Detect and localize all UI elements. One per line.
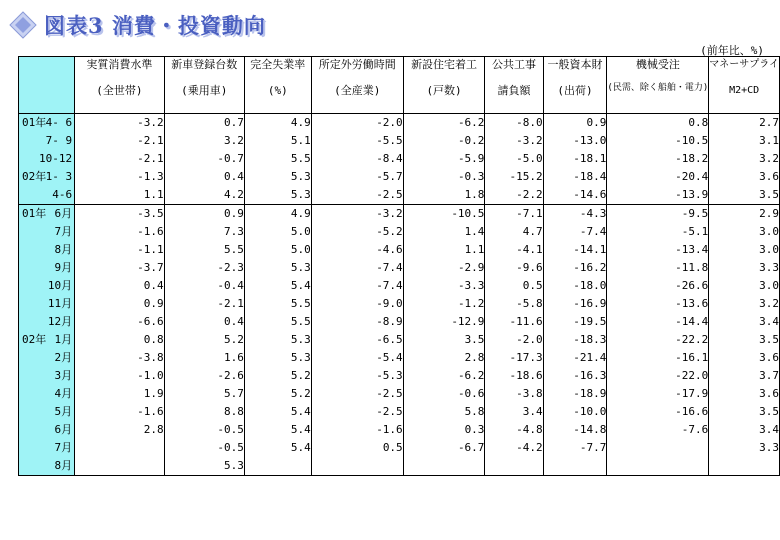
table-cell: -1.1 — [75, 241, 165, 259]
table-cell: -17.3 — [485, 349, 543, 367]
diamond-bullet-icon — [8, 10, 38, 40]
table-cell: 3.4 — [485, 403, 543, 421]
table-cell: -18.2 — [607, 150, 709, 168]
table-cell: 5.0 — [244, 223, 311, 241]
table-cell: -2.3 — [164, 259, 244, 277]
table-cell: 3.4 — [709, 313, 780, 331]
table-cell: -8.9 — [311, 313, 403, 331]
period-label — [19, 421, 75, 439]
table-cell: 1.8 — [403, 186, 485, 205]
period-label — [19, 295, 75, 313]
table-cell: -0.6 — [403, 385, 485, 403]
table-row — [19, 457, 780, 476]
table-cell: 0.8 — [75, 331, 165, 349]
table-cell: 0.5 — [485, 277, 543, 295]
month-label: 7月 — [54, 225, 73, 238]
table-cell: -11.6 — [485, 313, 543, 331]
table-cell: -2.5 — [311, 186, 403, 205]
table-cell: 0.8 — [607, 114, 709, 133]
table-body — [19, 114, 780, 476]
period-label — [19, 403, 75, 421]
table-cell: -14.4 — [607, 313, 709, 331]
table-cell: 3.5 — [709, 186, 780, 205]
col-header: 一般資本財 (出荷) — [543, 57, 607, 114]
table-cell: 3.5 — [403, 331, 485, 349]
table-cell: 5.4 — [244, 277, 311, 295]
table-cell: 2.7 — [709, 114, 780, 133]
period-label — [19, 349, 75, 367]
table-cell: -14.6 — [543, 186, 607, 205]
header-corner — [19, 57, 75, 114]
table-cell: 4.2 — [164, 186, 244, 205]
table-cell: -2.1 — [75, 132, 165, 150]
col-header: 機械受注 (民需、除く船舶・電力) — [607, 57, 709, 114]
table-cell: -18.6 — [485, 367, 543, 385]
table-cell: 5.3 — [244, 168, 311, 186]
month-label: 4-6 — [52, 188, 73, 201]
table-cell: 3.7 — [709, 367, 780, 385]
data-table — [18, 56, 780, 476]
col-header: 新車登録台数 (乗用車) — [164, 57, 244, 114]
table-cell: -5.4 — [311, 349, 403, 367]
table-cell: -8.4 — [311, 150, 403, 168]
table-row — [19, 114, 780, 133]
table-cell: 5.2 — [244, 367, 311, 385]
table-cell: 5.4 — [244, 421, 311, 439]
table-row — [19, 241, 780, 259]
table-cell: 0.7 — [164, 114, 244, 133]
table-cell: 1.1 — [75, 186, 165, 205]
month-label: 3月 — [54, 369, 73, 382]
col-header: 公共工事 請負額 — [485, 57, 543, 114]
period-label — [19, 186, 75, 205]
table-cell: 5.5 — [244, 313, 311, 331]
table-cell: -5.0 — [485, 150, 543, 168]
table-cell: -7.6 — [607, 421, 709, 439]
table-cell: -11.8 — [607, 259, 709, 277]
table-cell: 0.9 — [543, 114, 607, 133]
period-label — [19, 205, 75, 224]
table-cell: -16.2 — [543, 259, 607, 277]
table-cell: 5.5 — [244, 295, 311, 313]
table-row — [19, 349, 780, 367]
table-cell: -7.4 — [543, 223, 607, 241]
table-cell: 0.9 — [75, 295, 165, 313]
year-label: 01年 — [22, 207, 47, 220]
table-cell: 3.2 — [709, 295, 780, 313]
table-cell: -2.5 — [311, 403, 403, 421]
period-label — [19, 331, 75, 349]
month-label: 8月 — [54, 243, 73, 256]
table-cell: -18.0 — [543, 277, 607, 295]
table-cell: 5.0 — [244, 241, 311, 259]
table-cell: -0.5 — [164, 421, 244, 439]
header-row — [19, 57, 780, 114]
table-cell: 5.8 — [403, 403, 485, 421]
table-cell: -2.1 — [164, 295, 244, 313]
table-cell: -2.9 — [403, 259, 485, 277]
month-label: 9月 — [54, 261, 73, 274]
table-row — [19, 223, 780, 241]
period-label — [19, 259, 75, 277]
table-row — [19, 385, 780, 403]
month-label: 1- 3 — [45, 170, 73, 183]
table-cell: 4.7 — [485, 223, 543, 241]
period-label — [19, 241, 75, 259]
year-label: 02年 — [22, 333, 47, 346]
table-cell: -0.7 — [164, 150, 244, 168]
table-cell: -1.0 — [75, 367, 165, 385]
table-cell: 3.0 — [709, 277, 780, 295]
table-cell: 5.3 — [244, 331, 311, 349]
table-cell: 1.4 — [403, 223, 485, 241]
table-cell: 5.2 — [244, 385, 311, 403]
table-cell: -18.1 — [543, 150, 607, 168]
table-cell: 3.6 — [709, 349, 780, 367]
table-row — [19, 277, 780, 295]
table-cell: -1.6 — [75, 223, 165, 241]
month-label: 4月 — [54, 387, 73, 400]
table-cell: -2.0 — [485, 331, 543, 349]
table-cell: -15.2 — [485, 168, 543, 186]
table-cell: 3.2 — [164, 132, 244, 150]
table-cell: -2.6 — [164, 367, 244, 385]
table-cell: -17.9 — [607, 385, 709, 403]
table-cell: 3.0 — [709, 223, 780, 241]
month-label: 8月 — [54, 459, 73, 472]
table-cell: -0.2 — [403, 132, 485, 150]
month-label: 10-12 — [39, 152, 73, 165]
table-cell: 1.9 — [75, 385, 165, 403]
table-cell: -14.8 — [543, 421, 607, 439]
table-cell: -5.3 — [311, 367, 403, 385]
table-cell: -20.4 — [607, 168, 709, 186]
table-cell: 5.7 — [164, 385, 244, 403]
table-cell: -10.5 — [403, 205, 485, 224]
table-cell: -2.2 — [485, 186, 543, 205]
month-label: 12月 — [47, 315, 73, 328]
table-cell: 7.3 — [164, 223, 244, 241]
table-cell: 0.4 — [75, 277, 165, 295]
month-label: 6月 — [54, 423, 73, 436]
table-cell: -4.3 — [543, 205, 607, 224]
period-label — [19, 367, 75, 385]
table-cell: -3.5 — [75, 205, 165, 224]
period-label — [19, 168, 75, 186]
table-cell: -18.3 — [543, 331, 607, 349]
table-row — [19, 186, 780, 205]
col-header: 実質消費水準 (全世帯) — [75, 57, 165, 114]
table-cell: -13.0 — [543, 132, 607, 150]
table-row — [19, 439, 780, 457]
table-row — [19, 150, 780, 168]
table-cell: -8.0 — [485, 114, 543, 133]
col-header: 新設住宅着工 (戸数) — [403, 57, 485, 114]
table-cell: -1.6 — [75, 403, 165, 421]
table-cell: 5.5 — [164, 241, 244, 259]
table-cell: 2.9 — [709, 205, 780, 224]
table-cell: -10.5 — [607, 132, 709, 150]
table-cell: 4.9 — [244, 205, 311, 224]
table-cell: 3.1 — [709, 132, 780, 150]
table-row — [19, 132, 780, 150]
col-header: マネーサプライ M2+CD — [709, 57, 780, 114]
table-cell: 0.9 — [164, 205, 244, 224]
period-label — [19, 385, 75, 403]
table-cell: 5.3 — [164, 457, 244, 476]
year-label: 02年 — [22, 170, 47, 183]
table-cell: -0.5 — [164, 439, 244, 457]
table-cell: -3.8 — [75, 349, 165, 367]
table-cell: -6.7 — [403, 439, 485, 457]
table-cell: -3.7 — [75, 259, 165, 277]
table-cell: -3.2 — [485, 132, 543, 150]
table-cell — [75, 439, 165, 457]
table-cell: -7.4 — [311, 277, 403, 295]
table-cell: -3.2 — [75, 114, 165, 133]
month-label: 5月 — [54, 405, 73, 418]
table-cell: 3.0 — [709, 241, 780, 259]
period-label — [19, 277, 75, 295]
table-cell: -12.9 — [403, 313, 485, 331]
table-cell: -5.5 — [311, 132, 403, 150]
table-cell: -6.5 — [311, 331, 403, 349]
table-cell: 5.3 — [244, 349, 311, 367]
period-label — [19, 150, 75, 168]
table-cell: -10.0 — [543, 403, 607, 421]
table-cell: 3.4 — [709, 421, 780, 439]
table-cell: 0.4 — [164, 313, 244, 331]
table-cell: -4.6 — [311, 241, 403, 259]
table-cell: -13.6 — [607, 295, 709, 313]
table-cell — [75, 457, 165, 476]
table-cell — [485, 457, 543, 476]
month-label: 1月 — [54, 333, 73, 346]
table-row — [19, 313, 780, 331]
table-cell: -22.2 — [607, 331, 709, 349]
table-cell: 0.5 — [311, 439, 403, 457]
table-cell — [543, 457, 607, 476]
table-cell: -16.9 — [543, 295, 607, 313]
table-cell — [607, 457, 709, 476]
table-cell: -7.4 — [311, 259, 403, 277]
month-label: 7- 9 — [45, 134, 73, 147]
table-cell — [244, 457, 311, 476]
table-cell: 3.6 — [709, 385, 780, 403]
table-cell: -6.2 — [403, 114, 485, 133]
table-cell: -5.9 — [403, 150, 485, 168]
table-cell: 5.4 — [244, 439, 311, 457]
table-cell: -13.4 — [607, 241, 709, 259]
table-cell: -5.7 — [311, 168, 403, 186]
table-cell: -18.4 — [543, 168, 607, 186]
table-cell: 3.3 — [709, 439, 780, 457]
month-label: 6月 — [54, 207, 73, 220]
month-label: 7月 — [54, 441, 73, 454]
table-cell: -9.5 — [607, 205, 709, 224]
table-cell: -5.2 — [311, 223, 403, 241]
period-label — [19, 223, 75, 241]
month-label: 10月 — [47, 279, 73, 292]
table-cell: 3.5 — [709, 403, 780, 421]
table-cell: -5.8 — [485, 295, 543, 313]
table-row — [19, 259, 780, 277]
table-cell: -14.1 — [543, 241, 607, 259]
table-cell: 5.3 — [244, 186, 311, 205]
table-cell: 3.5 — [709, 331, 780, 349]
table-cell — [311, 457, 403, 476]
period-label — [19, 313, 75, 331]
table-cell: -3.3 — [403, 277, 485, 295]
table-cell: -9.6 — [485, 259, 543, 277]
table-cell: 5.4 — [244, 403, 311, 421]
table-cell: -0.4 — [164, 277, 244, 295]
table-cell: 5.5 — [244, 150, 311, 168]
table-cell: -7.1 — [485, 205, 543, 224]
table-cell: 1.1 — [403, 241, 485, 259]
month-label: 2月 — [54, 351, 73, 364]
table-cell: -3.8 — [485, 385, 543, 403]
table-cell: -18.9 — [543, 385, 607, 403]
table-cell — [709, 457, 780, 476]
month-label: 11月 — [47, 297, 73, 310]
table-cell — [403, 457, 485, 476]
table-cell: -4.8 — [485, 421, 543, 439]
table-cell: -5.1 — [607, 223, 709, 241]
table-cell: -21.4 — [543, 349, 607, 367]
table-cell: -2.0 — [311, 114, 403, 133]
table-cell: -16.3 — [543, 367, 607, 385]
table-cell: 5.1 — [244, 132, 311, 150]
table-cell: 3.6 — [709, 168, 780, 186]
table-row — [19, 168, 780, 186]
period-label — [19, 439, 75, 457]
table-row — [19, 421, 780, 439]
table-cell: -16.6 — [607, 403, 709, 421]
table-cell: -7.7 — [543, 439, 607, 457]
table-cell: -1.2 — [403, 295, 485, 313]
table-cell: -4.1 — [485, 241, 543, 259]
title-block — [8, 8, 266, 42]
table-row — [19, 331, 780, 349]
col-header: 完全失業率 (%) — [244, 57, 311, 114]
table-cell: -19.5 — [543, 313, 607, 331]
table-cell: 8.8 — [164, 403, 244, 421]
period-label — [19, 114, 75, 133]
table-cell: -1.6 — [311, 421, 403, 439]
year-label: 01年 — [22, 116, 47, 129]
table-cell: -6.2 — [403, 367, 485, 385]
period-label — [19, 457, 75, 476]
table-cell: -2.1 — [75, 150, 165, 168]
table-cell: 5.3 — [244, 259, 311, 277]
table-cell: -1.3 — [75, 168, 165, 186]
table-cell: 1.6 — [164, 349, 244, 367]
table-cell: -6.6 — [75, 313, 165, 331]
period-label — [19, 132, 75, 150]
table-row — [19, 403, 780, 421]
table-cell: -2.5 — [311, 385, 403, 403]
table-cell: 2.8 — [403, 349, 485, 367]
table-row — [19, 367, 780, 385]
table-cell: 2.8 — [75, 421, 165, 439]
table-cell: -16.1 — [607, 349, 709, 367]
table-cell: -3.2 — [311, 205, 403, 224]
table-row — [19, 205, 780, 224]
table-cell: 3.2 — [709, 150, 780, 168]
table-cell: 4.9 — [244, 114, 311, 133]
table-cell: -4.2 — [485, 439, 543, 457]
table-row — [19, 295, 780, 313]
month-label: 4- 6 — [45, 116, 73, 129]
table-cell: 0.3 — [403, 421, 485, 439]
table-cell: 5.2 — [164, 331, 244, 349]
unit-label: (前年比、%) — [700, 44, 764, 57]
table-cell: 3.3 — [709, 259, 780, 277]
table-cell: -9.0 — [311, 295, 403, 313]
table-cell: -13.9 — [607, 186, 709, 205]
table-cell: -22.0 — [607, 367, 709, 385]
table-cell: 0.4 — [164, 168, 244, 186]
table-cell: -26.6 — [607, 277, 709, 295]
page-title: 図表3 消費・投資動向 — [44, 13, 266, 38]
table-cell — [607, 439, 709, 457]
col-header: 所定外労働時間 (全産業) — [311, 57, 403, 114]
table-cell: -0.3 — [403, 168, 485, 186]
